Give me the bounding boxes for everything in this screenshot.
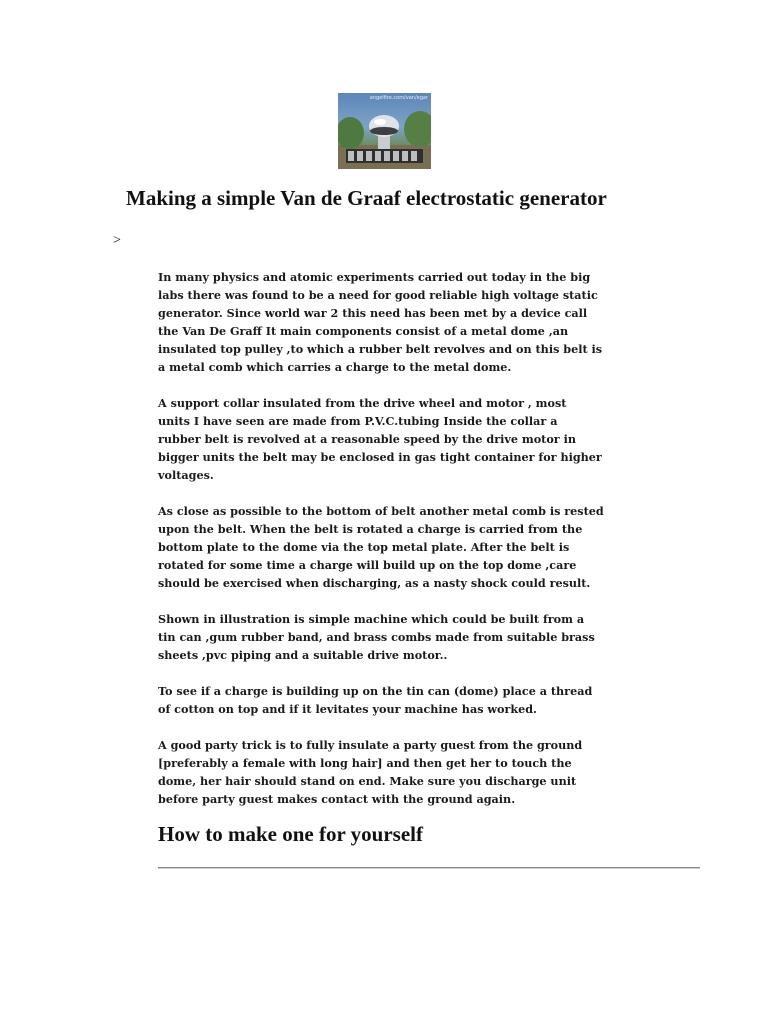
text-line: bigger units the belt may be enclosed in gas tight container for higher: [158, 450, 602, 464]
generator-photo-illustration: [338, 93, 431, 169]
photo-caption: angelfire.com/van/egar: [369, 95, 428, 101]
text-line: the Van De Graff It main components consist of a metal dome ,an: [158, 324, 569, 338]
text-line: before party guest makes contact with the ground again.: [158, 792, 516, 806]
paragraph-metal-comb: [158, 502, 703, 592]
text-line: bottom plate to the dome via the top metal plate. After the belt is: [158, 540, 570, 554]
text-line: tin can ,gum rubber band, and brass combs made from suitable brass: [158, 630, 595, 644]
quote-marker: >: [113, 233, 121, 248]
text-line: rubber belt is revolved at a reasonable speed by the drive motor in: [158, 432, 576, 446]
text-line: upon the belt. When the belt is rotated a charge is carried from the: [158, 522, 583, 536]
text-line: In many physics and atomic experiments carried out today in the big: [158, 270, 591, 284]
paragraph-party-trick: [158, 736, 703, 808]
paragraph-illustration: [158, 610, 703, 664]
text-line: As close as possible to the bottom of belt another metal comb is rested: [158, 504, 604, 518]
text-line: should be exercised when discharging, as a nasty shock could result.: [158, 576, 591, 590]
van-de-graaf-photo: [338, 93, 431, 169]
text-line: Shown in illustration is simple machine which could be built from a: [158, 612, 585, 626]
text-line: rotated for some time a charge will build up on the top dome ,care: [158, 558, 577, 572]
text-line: labs there was found to be a need for good reliable high voltage static: [158, 288, 598, 302]
text-line: A good party trick is to fully insulate a party guest from the ground: [158, 738, 583, 752]
text-line: To see if a charge is building up on the tin can (dome) place a thread: [158, 684, 593, 698]
text-line: A support collar insulated from the drive wheel and motor , most: [158, 396, 567, 410]
section-heading: How to make one for yourself: [158, 822, 423, 846]
paragraph-intro: [158, 268, 703, 376]
horizontal-divider: [158, 867, 700, 869]
page-title: Making a simple Van de Graaf electrostatic generator: [126, 186, 607, 210]
text-line: dome, her hair should stand on end. Make sure you discharge unit: [158, 774, 577, 788]
text-line: generator. Since world war 2 this need has been met by a device call: [158, 306, 588, 320]
article-body: [158, 268, 703, 826]
text-line: sheets ,pvc piping and a suitable drive motor..: [158, 648, 448, 662]
text-line: [preferably a female with long hair] and then get her to touch the: [158, 756, 572, 770]
text-line: of cotton on top and if it levitates your machine has worked.: [158, 702, 537, 716]
paragraph-support-collar: [158, 394, 703, 484]
paragraph-charge-test: [158, 682, 703, 718]
text-line: units I have seen are made from P.V.C.tubing Inside the collar a: [158, 414, 558, 428]
text-line: insulated top pulley ,to which a rubber belt revolves and on this belt is: [158, 342, 603, 356]
text-line: a metal comb which carries a charge to the metal dome.: [158, 360, 512, 374]
text-line: voltages.: [158, 468, 214, 482]
